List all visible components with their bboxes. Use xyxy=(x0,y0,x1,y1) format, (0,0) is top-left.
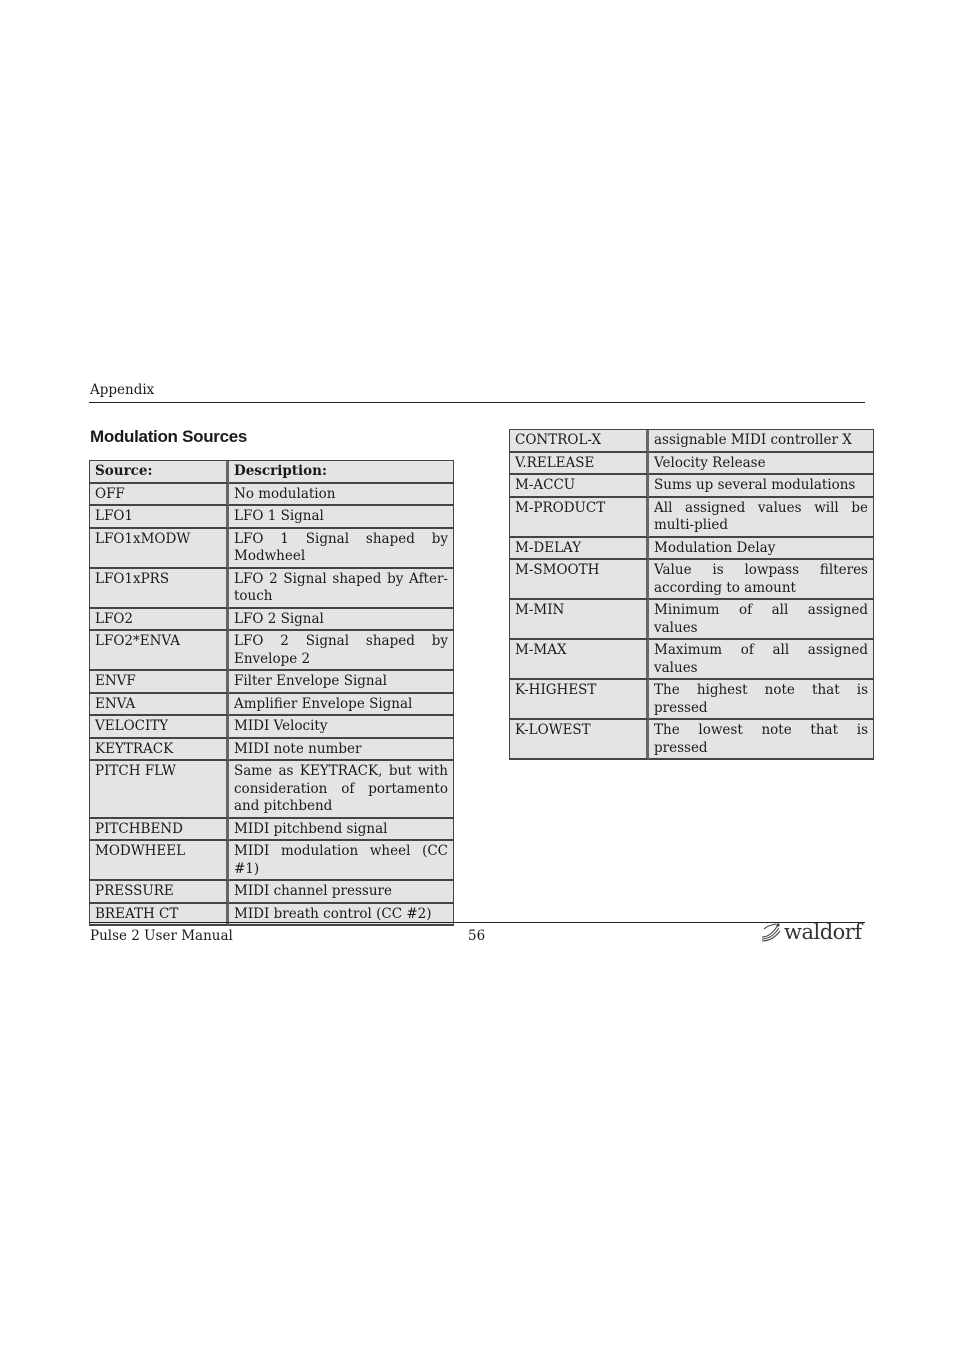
table-row xyxy=(90,841,454,881)
table-row xyxy=(510,680,874,720)
section-label: Appendix xyxy=(90,382,155,398)
manual-title: Pulse 2 User Manual xyxy=(90,928,233,944)
source-cell: LFO2 xyxy=(90,609,229,632)
source-cell: M-MIN xyxy=(510,600,649,640)
table-right-body xyxy=(510,430,874,760)
source-cell: LFO1xMODW xyxy=(90,529,229,569)
modulation-sources-table-right xyxy=(509,429,874,760)
description-cell: Maximum of all assigned values xyxy=(649,640,874,680)
header-divider xyxy=(89,402,865,403)
source-cell: K-HIGHEST xyxy=(510,680,649,720)
table-row xyxy=(510,475,874,498)
table-row xyxy=(90,529,454,569)
source-cell: K-LOWEST xyxy=(510,720,649,760)
table-row xyxy=(510,720,874,760)
page-title: Modulation Sources xyxy=(90,427,248,446)
description-cell: Sums up several modulations xyxy=(649,475,874,498)
table-row xyxy=(90,631,454,671)
description-cell: LFO 2 Signal shaped by Envelope 2 xyxy=(229,631,454,671)
description-cell: MIDI channel pressure xyxy=(229,881,454,904)
source-cell: ENVF xyxy=(90,671,229,694)
table-header-row xyxy=(90,461,454,484)
description-cell: LFO 1 Signal shaped by Modwheel xyxy=(229,529,454,569)
source-cell: VELOCITY xyxy=(90,716,229,739)
description-cell: LFO 2 Signal xyxy=(229,609,454,632)
logo-text: waldorf xyxy=(784,920,862,944)
source-cell: PITCHBEND xyxy=(90,819,229,842)
description-cell: MIDI modulation wheel (CC #1) xyxy=(229,841,454,881)
table-row xyxy=(90,609,454,632)
table-row xyxy=(510,430,874,453)
table-row xyxy=(90,761,454,819)
description-cell: assignable MIDI controller X xyxy=(649,430,874,453)
description-cell: The highest note that is pressed xyxy=(649,680,874,720)
footer-divider xyxy=(89,922,865,923)
table-row xyxy=(90,569,454,609)
table-row xyxy=(90,881,454,904)
source-cell: M-DELAY xyxy=(510,538,649,561)
table-row xyxy=(510,498,874,538)
description-cell: Value is lowpass filteres according to amount xyxy=(649,560,874,600)
description-cell: No modulation xyxy=(229,484,454,507)
table-row xyxy=(90,671,454,694)
source-cell: CONTROL-X xyxy=(510,430,649,453)
source-cell: PRESSURE xyxy=(90,881,229,904)
source-cell: LFO1 xyxy=(90,506,229,529)
column-header-description: Description: xyxy=(229,461,454,484)
description-cell: MIDI pitchbend signal xyxy=(229,819,454,842)
description-cell: Minimum of all assigned values xyxy=(649,600,874,640)
source-cell: M-ACCU xyxy=(510,475,649,498)
source-cell: BREATH CT xyxy=(90,904,229,927)
source-cell: OFF xyxy=(90,484,229,507)
table-row xyxy=(510,453,874,476)
source-cell: V.RELEASE xyxy=(510,453,649,476)
source-cell: LFO1xPRS xyxy=(90,569,229,609)
description-cell: Amplifier Envelope Signal xyxy=(229,694,454,717)
table-row xyxy=(90,506,454,529)
table-row xyxy=(510,538,874,561)
source-cell: ENVA xyxy=(90,694,229,717)
table-left-body xyxy=(90,461,454,926)
description-cell: Velocity Release xyxy=(649,453,874,476)
table-row xyxy=(510,560,874,600)
table-row xyxy=(90,694,454,717)
waldorf-logo-icon xyxy=(760,921,782,943)
page-number: 56 xyxy=(468,928,486,944)
table-row xyxy=(90,739,454,762)
table-row xyxy=(90,819,454,842)
description-cell: MIDI note number xyxy=(229,739,454,762)
waldorf-logo xyxy=(760,920,862,944)
description-cell: The lowest note that is pressed xyxy=(649,720,874,760)
source-cell: LFO2*ENVA xyxy=(90,631,229,671)
source-cell: PITCH FLW xyxy=(90,761,229,819)
source-cell: KEYTRACK xyxy=(90,739,229,762)
description-cell: All assigned values will be multi-plied xyxy=(649,498,874,538)
description-cell: Filter Envelope Signal xyxy=(229,671,454,694)
column-header-source: Source: xyxy=(90,461,229,484)
modulation-sources-table-left xyxy=(89,460,454,926)
table-row xyxy=(90,484,454,507)
source-cell: M-PRODUCT xyxy=(510,498,649,538)
table-row xyxy=(90,716,454,739)
table-row xyxy=(510,640,874,680)
source-cell: MODWHEEL xyxy=(90,841,229,881)
source-cell: M-SMOOTH xyxy=(510,560,649,600)
table-row xyxy=(510,600,874,640)
description-cell: LFO 2 Signal shaped by After-touch xyxy=(229,569,454,609)
description-cell: LFO 1 Signal xyxy=(229,506,454,529)
description-cell: Same as KEYTRACK, but with consideration of portamento and pitchbend xyxy=(229,761,454,819)
description-cell: MIDI Velocity xyxy=(229,716,454,739)
description-cell: Modulation Delay xyxy=(649,538,874,561)
description-cell: MIDI breath control (CC #2) xyxy=(229,904,454,927)
source-cell: M-MAX xyxy=(510,640,649,680)
